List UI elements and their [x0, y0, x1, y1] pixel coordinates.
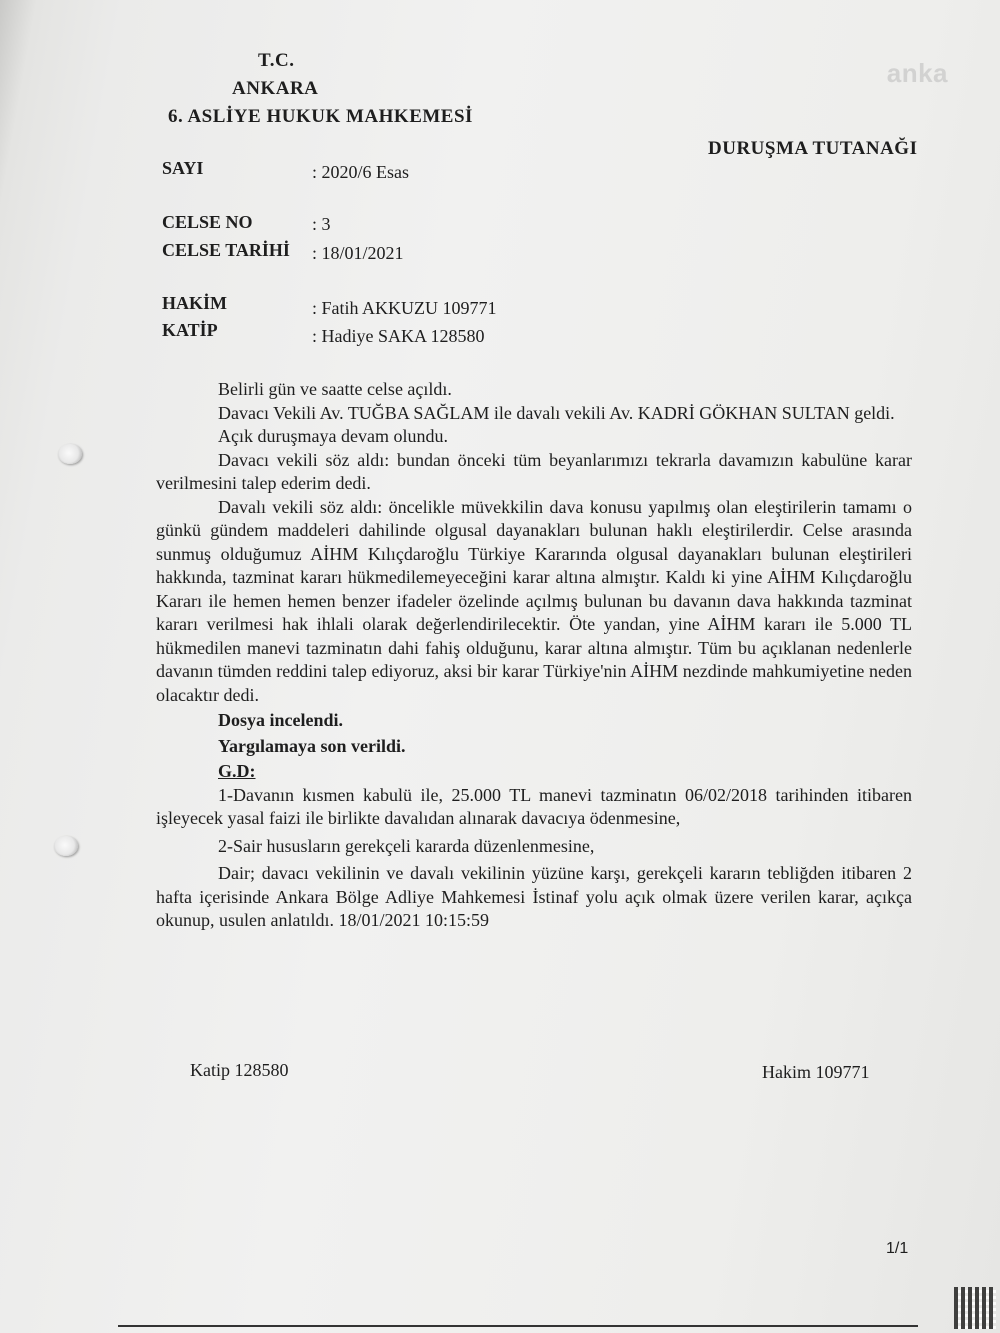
paragraph-session-opened: Belirli gün ve saatte celse açıldı.	[218, 379, 452, 399]
paragraph-plaintiff-statement: Davacı vekili söz aldı: bundan önceki tüm beyanlarımızı tekrarla davamızın kabulüne karar verilmesini talep ederim dedi.	[156, 449, 912, 493]
punch-hole-top	[58, 444, 82, 464]
paragraph-ruling-2: 2-Sair hususların gerekçeli kararda düzenlenmesine,	[218, 835, 595, 856]
paragraph-ruling-final: Dair; davacı vekilinin ve davalı vekilinin yüzüne karşı, gerekçeli kararın tebliğden itibaren 2 hafta içerisinde Ankara Bölge Adliye Mahkemesi İstinaf yolu açık olmak üzere verilen karar, açıkça okunup, usulen anlatıldı. 18/01/2021 10:15:59	[156, 863, 912, 930]
katip-value: : Hadiye SAKA 128580	[312, 326, 485, 346]
hakim-label: HAKİM	[162, 293, 227, 313]
katip-label: KATİP	[162, 320, 218, 340]
celse-tarihi-value: : 18/01/2021	[312, 243, 404, 263]
page-bottom-rule	[118, 1325, 918, 1327]
paragraph-attendance: Davacı Vekili Av. TUĞBA SAĞLAM ile davalı vekili Av. KADRİ GÖKHAN SULTAN geldi.	[218, 402, 895, 423]
header-tc: T.C.	[258, 50, 295, 71]
sayi-label: SAYI	[162, 158, 204, 178]
celse-no-value: : 3	[312, 214, 331, 234]
punch-hole-bottom	[54, 836, 78, 856]
paragraph-trial-ended: Yargılamaya son verildi.	[218, 735, 406, 756]
paragraph-continued: Açık duruşmaya devam olundu.	[218, 426, 448, 446]
paragraph-file-reviewed: Dosya incelendi.	[218, 710, 344, 730]
signature-hakim: Hakim 109771	[762, 1062, 870, 1082]
celse-no-label: CELSE NO	[162, 212, 253, 232]
celse-tarihi-label: CELSE TARİHİ	[162, 240, 290, 260]
signature-katip: Katip 128580	[190, 1060, 289, 1080]
document-type: DURUŞMA TUTANAĞI	[708, 138, 918, 159]
header-city: ANKARA	[232, 78, 319, 99]
header-court: 6. ASLİYE HUKUK MAHKEMESİ	[168, 106, 473, 127]
hearing-minutes-body	[156, 378, 912, 933]
hakim-value: : Fatih AKKUZU 109771	[312, 298, 497, 318]
paragraph-ruling-1: 1-Davanın kısmen kabulü ile, 25.000 TL manevi tazminatın 06/02/2018 tarihinden itibaren işleyecek yasal faizi ile birlikte davalıdan alınarak davacıya ödenmesine,	[156, 784, 912, 828]
paragraph-gd: G.D:	[218, 761, 256, 781]
page-number: 1/1	[886, 1240, 909, 1257]
qr-code-icon	[954, 1287, 996, 1329]
paragraph-defendant-statement: Davalı vekili söz aldı: öncelikle müvekkilin dava konusu yapılmış olan eleştirilerin tamamı o günkü gündem maddeleri dahilinde olgusal dayanakları bulunan haklı eleştirilerdir. Celse arasında sunmuş olduğumuz AİHM Kılıçdaroğlu Türkiye Kararında olgusal dayanakları bulunan eleştirileri hakkında, tazminat kararı hükmedilemeyeceğini karar altına almıştır. Kaldı ki yine AİHM Kılıçdaroğlu Kararı ile hemen hemen benzer ifadeler özelinde açılmış bulunan bu davanın dava hakkında tazminat kararı verilmesi hak ihlali olarak değerlendirilecektir. Öte yandan, yine AİHM kararı ile 5.000 TL hükmedilen manevi tazminatın dahi fahiş olduğunu, karar altına almıştır. Tüm bu açıklanan nedenlerle davanın tümden reddini talep ediyoruz, aksi bir karar Türkiye'nin AİHM nezdinde mahkumiyetine neden olacaktır dedi.	[156, 496, 912, 705]
anka-watermark: anka	[886, 58, 948, 88]
sayi-value: : 2020/6 Esas	[312, 162, 409, 182]
